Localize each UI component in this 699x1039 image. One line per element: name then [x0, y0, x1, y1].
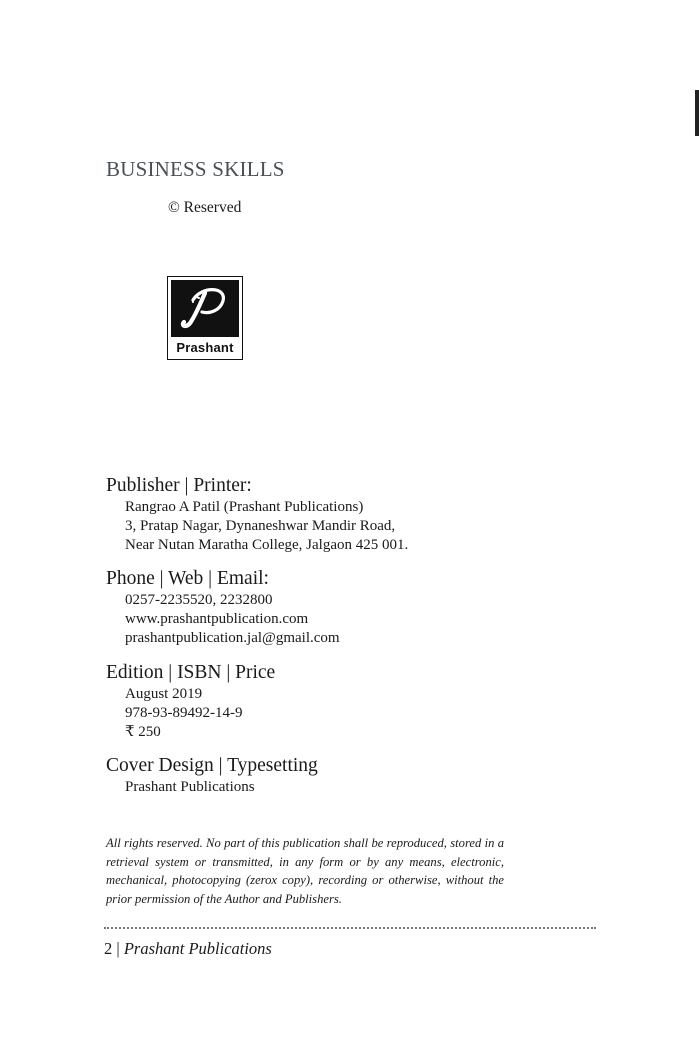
page-number: 2: [104, 939, 113, 958]
copyright-notice: © Reserved: [168, 199, 242, 216]
book-title: BUSINESS SKILLS: [106, 157, 285, 181]
publisher-heading: Publisher | Printer:: [106, 475, 252, 496]
contact-section: [106, 567, 340, 647]
website: www.prashantpublication.com: [125, 610, 309, 627]
edition-section: [106, 661, 275, 741]
cover-section: [106, 754, 318, 797]
footer-separator: |: [116, 939, 120, 958]
logo-emblem: [171, 267, 239, 337]
publisher-line: Rangrao A Patil (Prashant Publications): [125, 499, 364, 515]
page-edge-mark: [695, 90, 699, 136]
contact-heading: Phone | Web | Email:: [106, 568, 269, 589]
page-footer: [104, 939, 272, 959]
price: ₹ 250: [125, 723, 161, 740]
publisher-line: 3, Pratap Nagar, Dynaneshwar Mandir Road,: [125, 517, 396, 534]
email: prashantpublication.jal@gmail.com: [125, 629, 340, 646]
publisher-section: [106, 474, 408, 554]
edition-date: August 2019: [125, 686, 203, 702]
publisher-line: Near Nutan Maratha College, Jalgaon 425 001.: [125, 536, 409, 553]
logo-text: Prashant: [176, 340, 234, 355]
cover-credit: Prashant Publications: [125, 779, 255, 795]
footer-publication: Prashant Publications: [123, 939, 272, 958]
footer-rule: [104, 927, 596, 929]
svg-text:P: P: [171, 267, 180, 284]
publisher-logo: [167, 267, 243, 360]
isbn: 978-93-89492-14-9: [125, 704, 243, 721]
phone-numbers: 0257-2235520, 2232800: [125, 592, 273, 608]
edition-heading: Edition | ISBN | Price: [106, 662, 276, 683]
logo-p-glyph-icon: [171, 267, 239, 337]
rights-notice: All rights reserved. No part of this publication shall be reproduced, stored in a retrieval system or transmitted, in any form or by any means, electronic, mechanical, photocopying (zerox copy), recording or otherwise, without the prior permission of the Author and Publishers.: [106, 836, 504, 906]
cover-heading: Cover Design | Typesetting: [106, 755, 318, 776]
